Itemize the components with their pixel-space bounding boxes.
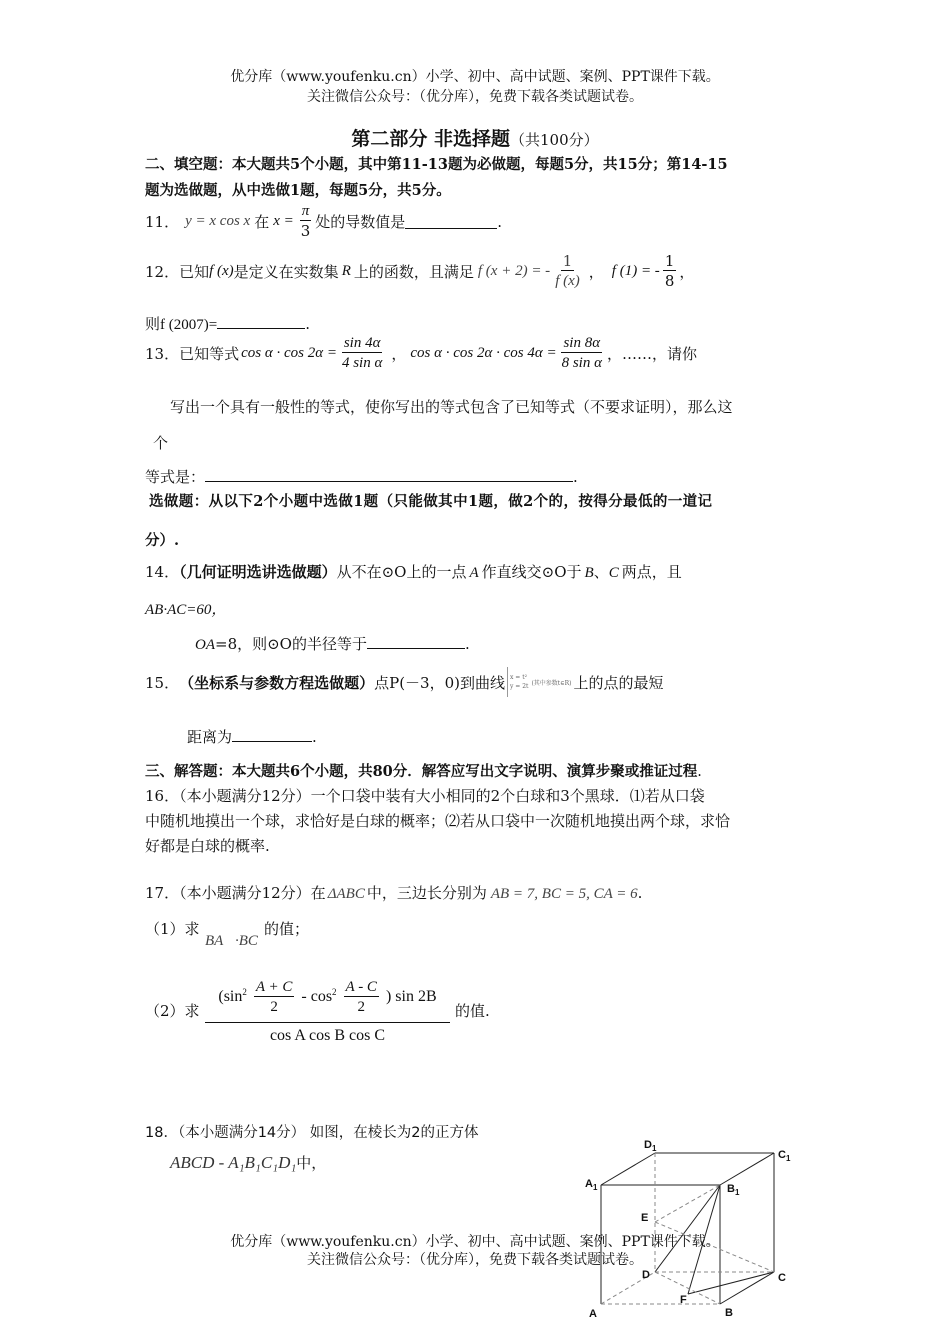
q14-B: B — [584, 565, 594, 581]
q17-p1-pre: （1）求 — [145, 920, 200, 938]
q15-tag: （坐标系与参数方程选做题） — [179, 673, 375, 692]
q15-curve — [507, 667, 572, 697]
q13-tail: ，……，请你 — [606, 345, 697, 363]
q13-line2: 写出一个具有一般性的等式，使你写出的等式包含了已知等式（不要求证明），那么这 — [170, 398, 733, 416]
q18-cube: ABCD - A₁B₁C₁D₁ — [170, 1153, 297, 1172]
q12-one: 1 — [562, 252, 573, 270]
section3-end: . — [697, 764, 702, 780]
question-11 — [145, 202, 502, 241]
q13-sep: ， — [391, 345, 407, 363]
q17-sides: AB = 7, BC = 5, CA = 6 — [490, 886, 638, 902]
q11-fraction — [299, 202, 313, 241]
q11-x-eq: x = — [273, 213, 294, 229]
q17-two-2: 2 — [357, 999, 365, 1015]
header-line-1: 优分库（www.youfenku.cn）小学、初中、高中试题、案例、PPT课件下载。 — [230, 69, 720, 85]
q17-ac-minus: A - C — [345, 979, 377, 995]
question-15 — [145, 667, 664, 697]
q15-tail: 上的点的最短 — [573, 673, 664, 692]
q14-A: A — [469, 565, 479, 581]
q12-f1: f (1) = - — [611, 263, 660, 279]
q17-p1-expr: BA⃗·BC⃗ — [205, 933, 270, 949]
q12-pre: 12．已知 — [145, 263, 210, 281]
q14-number: 14． — [145, 563, 180, 581]
optional-line2: 分）. — [145, 532, 180, 549]
q18-post: 中， — [296, 1154, 327, 1172]
q11-end: . — [497, 212, 503, 231]
q13-line3: 个 — [153, 434, 169, 452]
q13-eq2-num: sin 8α — [563, 335, 601, 351]
q14-line3 — [195, 633, 470, 654]
q14-oa: OA — [195, 637, 215, 653]
q16-line2: 中随机地摸出一个球，求恰好是白球的概率；⑵若从口袋中一次随机地摸出两个球，求恰 — [145, 812, 731, 830]
q17-half-minus — [344, 978, 379, 1017]
q13-eq1-lhs: cos α · cos 2α = — [241, 345, 337, 361]
q12-fraction-1 — [553, 252, 582, 291]
question-12 — [145, 252, 694, 291]
q12-end: . — [305, 315, 310, 333]
q15-line2 — [187, 726, 317, 747]
section2-line1: 二、填空题：本大题共5个小题，其中第11-13题为必做题，每题5分，共15分；第14-15 — [145, 156, 728, 173]
q17-p2-post: 的值. — [455, 1002, 490, 1020]
q13-fraction-1 — [340, 334, 384, 373]
q17-ac-plus: A + C — [255, 979, 293, 995]
q13-eq1-den: 4 sin α — [341, 355, 383, 371]
q11-tail: 处的导数值是 — [315, 213, 406, 231]
q17-mid: 中，三边长分别为 — [366, 884, 487, 902]
label-B1: $B_1$ — [727, 1183, 740, 1197]
q12-answer-blank[interactable] — [217, 314, 305, 329]
q12-line2-pre: 则 — [145, 315, 161, 333]
q16-line3: 好都是白球的概率. — [145, 837, 270, 855]
label-B: B — [725, 1307, 733, 1319]
label-D: D — [642, 1269, 650, 1281]
label-A1: $A_1$ — [585, 1178, 598, 1192]
q15-curve-param: (其中参数t∈R) — [531, 679, 572, 687]
label-A: A — [589, 1308, 597, 1320]
q13-answer-blank[interactable] — [205, 467, 573, 482]
q17-fraction-bar — [205, 1022, 450, 1023]
q11-answer-blank[interactable] — [405, 214, 497, 229]
q12-comma2: ， — [679, 263, 695, 281]
question-13 — [145, 334, 697, 373]
q13-line4-pre: 等式是： — [145, 468, 206, 486]
q12-fx: f (x) — [209, 263, 234, 279]
q12-eight: 8 — [664, 272, 675, 290]
q13-end: . — [573, 468, 578, 486]
q14-dun: 、 — [593, 563, 609, 581]
q14-text: 从不在⊙O上的一点 — [336, 563, 467, 581]
section2-line2: 题为选做题，从中选做1题，每题5分，共5分。 — [145, 182, 451, 199]
q17-minus-cos: - cos — [301, 988, 333, 1006]
footer-line-2: 关注微信公众号：（优分库），免费下载各类试题试卷。 — [307, 1252, 643, 1268]
q17-sq-2: 2 — [332, 986, 337, 997]
q15-curve-y: y = 2t — [510, 683, 529, 690]
q17-p1-post: 的值； — [264, 920, 310, 938]
q17-p2-pre: （2）求 — [145, 1002, 200, 1020]
header-line-2: 关注微信公众号：（优分库），免费下载各类试题试卷。 — [307, 89, 643, 105]
question-17 — [145, 882, 642, 903]
q13-eq2-den: 8 sin α — [561, 355, 602, 371]
label-D1: $D_1$ — [644, 1139, 657, 1153]
q17-p2-numerator — [205, 978, 450, 1017]
q11-pi: π — [301, 203, 310, 219]
q13-fraction-2 — [560, 334, 604, 373]
section3-title — [145, 760, 702, 781]
optional-line1: 选做题：从以下2个小题中选做1题（只能做其中1题，做2个的，按得分最低的一道记 — [149, 493, 713, 510]
q17-part1 — [145, 918, 200, 939]
q12-f2007: f (2007)= — [160, 317, 218, 333]
footer-line-1: 优分库（www.youfenku.cn）小学、初中、高中试题、案例、PPT课件下载。 — [230, 1234, 720, 1250]
q14-text3: 两点，且 — [621, 563, 682, 581]
q17-two-1: 2 — [270, 999, 278, 1015]
q17-triangle: ΔABC — [327, 886, 365, 902]
q14-line3-rest: =8，则⊙O的半径等于 — [215, 635, 367, 653]
q12-one2: 1 — [664, 252, 675, 270]
q13-eq1-num: sin 4α — [343, 335, 381, 351]
part-title — [0, 124, 950, 151]
q17-sq-1: 2 — [242, 986, 247, 997]
q13-eq2-lhs: cos α · cos 2α · cos 4α = — [410, 345, 557, 361]
q11-number: 11． — [145, 213, 180, 231]
q16-line1: 16．（本小题满分12分）一个口袋中装有大小相同的2个白球和3个黑球．⑴若从口袋 — [145, 787, 705, 805]
part-title-main: 第二部分 非选择题 — [351, 128, 510, 150]
q18-line2 — [170, 1152, 326, 1173]
q15-number: 15． — [145, 673, 180, 692]
q15-curve-x: x = t² — [510, 674, 528, 681]
q12-fraction-2 — [663, 252, 677, 291]
label-C1: $C_1$ — [778, 1149, 791, 1163]
label-F: F — [680, 1294, 687, 1306]
q11-three: 3 — [300, 222, 311, 240]
q12-fx-den: f (x) — [555, 273, 580, 289]
q18-line1: 18．（本小题满分14分） 如图，在棱长为2的正方体 — [145, 1125, 479, 1141]
question-12-line2 — [145, 313, 310, 334]
q14-line2: AB·AC=60， — [145, 602, 227, 618]
q14-C: C — [608, 565, 619, 581]
question-14 — [145, 561, 682, 582]
q15-answer-blank[interactable] — [232, 727, 312, 742]
q14-tag: （几何证明选讲选做题） — [179, 563, 337, 581]
q11-expression: y = x cos x — [185, 213, 251, 229]
q12-R: R — [341, 263, 351, 279]
q17-p2-denominator: cos A cos B cos C — [269, 1027, 386, 1044]
q17-half-plus — [254, 978, 295, 1017]
q17-num-close: ) sin 2B — [385, 988, 437, 1006]
q13-pre: 13．已知等式 — [145, 345, 240, 363]
q11-in: 在 — [254, 213, 270, 231]
q15-text: 点P(－3，0)到曲线 — [374, 673, 505, 692]
q15-end: . — [312, 728, 317, 746]
q14-answer-blank[interactable] — [367, 634, 465, 649]
q12-lhs: f (x + 2) = - — [477, 263, 551, 279]
q17-num-open: (sin — [218, 988, 243, 1006]
q17-end: . — [637, 884, 643, 902]
label-C: C — [778, 1272, 786, 1284]
q15-line2-text: 距离为 — [187, 728, 233, 746]
q13-line4 — [145, 466, 578, 487]
section3-title-text: 三、解答题：本大题共6个小题，共80分．解答应写出文字说明、演算步聚或推证过程 — [145, 763, 698, 780]
q12-mid2: 上的函数，且满足 — [353, 263, 474, 281]
q12-comma: ， — [588, 263, 604, 281]
q14-text2: 作直线交⊙O于 — [481, 563, 582, 581]
q17-pre: 17．（本小题满分12分）在 — [145, 884, 326, 902]
label-E: E — [641, 1212, 649, 1224]
part-title-sub: （共100分） — [509, 131, 599, 149]
q14-end: . — [464, 635, 470, 653]
q12-mid: 是定义在实数集 — [233, 263, 339, 281]
